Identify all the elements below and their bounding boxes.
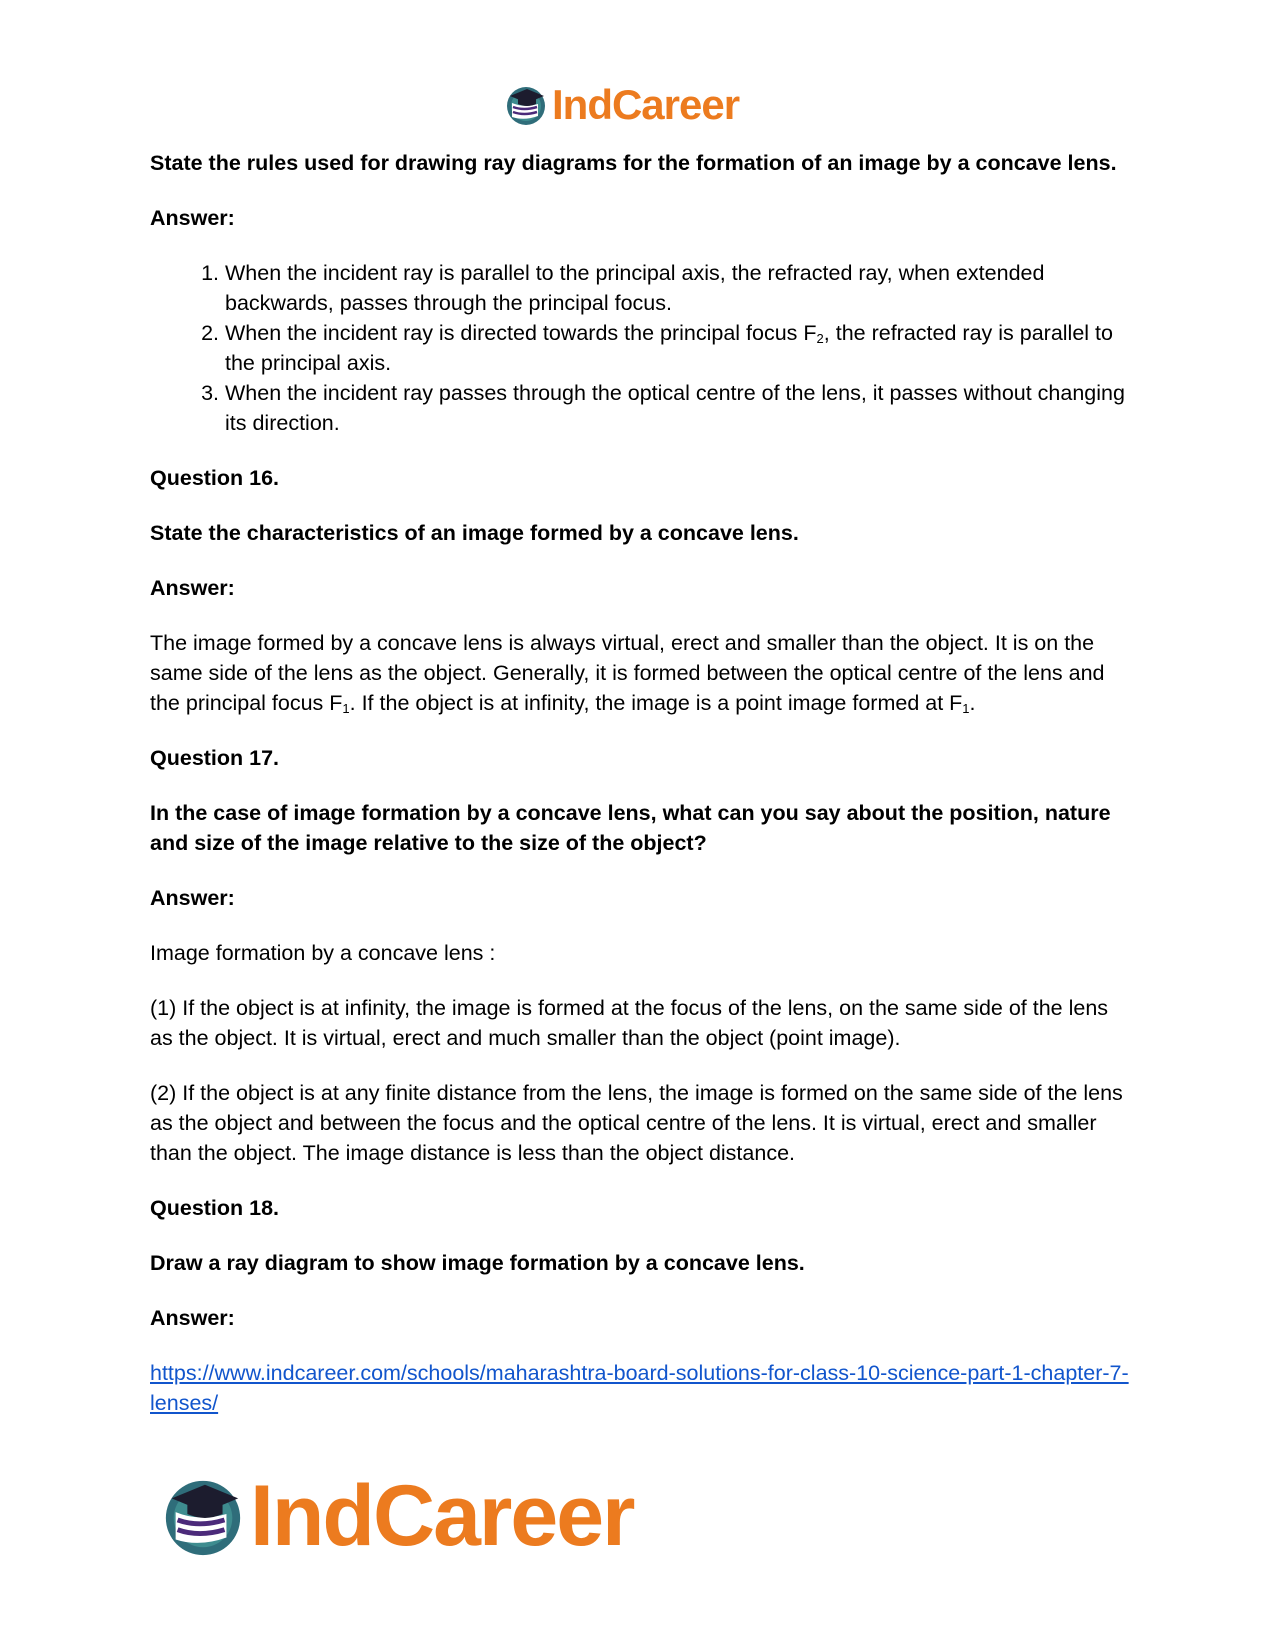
- question-16-label: Question 16.: [150, 466, 280, 490]
- question-17-label: Question 17.: [150, 746, 280, 770]
- list-item: 3. When the incident ray passes through the optical centre of the lens, it passes without changing its direction.: [225, 378, 1130, 438]
- source-link-paragraph: [150, 1358, 1130, 1418]
- answer-label: Answer:: [150, 576, 235, 600]
- list-item: 1. When the incident ray is parallel to the principal axis, the refracted ray, when extended backwards, passes through the principal focus.: [225, 258, 1130, 318]
- question-18-text: Draw a ray diagram to show image formation by a concave lens.: [150, 1251, 805, 1275]
- question-17-point-1: (1) If the object is at infinity, the image is formed at the focus of the lens, on the same side of the lens as the object. It is virtual, erect and much smaller than the object (point image).: [150, 996, 1109, 1050]
- question-17-text: In the case of image formation by a concave lens, what can you say about the position, nature and size of the image relative to the size of the object?: [150, 801, 1111, 855]
- answer-label: Answer:: [150, 206, 235, 230]
- brand-name: IndCareer: [250, 1467, 634, 1564]
- ray-rules-list: [150, 258, 1130, 438]
- question-17-intro: Image formation by a concave lens :: [150, 941, 496, 965]
- header-logo: [504, 80, 794, 130]
- answer-label: Answer:: [150, 1306, 235, 1330]
- list-item: 2. When the incident ray is directed towards the principal focus $F_2$, the refracted ray is parallel to the principal axis.: [225, 318, 1130, 378]
- subscript: 1: [962, 701, 970, 716]
- subscript: 1: [342, 701, 350, 716]
- document-body: [150, 148, 1130, 1443]
- footer-logo: [160, 1467, 720, 1564]
- question-15-text: State the rules used for drawing ray diagrams for the formation of an image by a concave lens.: [150, 151, 1117, 175]
- answer-label: Answer:: [150, 886, 235, 910]
- graduation-cap-icon: [160, 1473, 246, 1559]
- question-16-answer: The image formed by a concave lens is always virtual, erect and smaller than the object. It is on the same side of the lens as the object. Generally, it is formed between the optical centre of the lens and the principal focus $F_1$. If the object is at infinity, the image is a point image formed at $F_1$.: [150, 631, 1105, 716]
- graduation-cap-icon: [504, 83, 548, 127]
- source-link[interactable]: https://www.indcareer.com/schools/maharashtra-board-solutions-for-class-10-science-part-1-chapter-7-lenses/: [150, 1361, 1129, 1415]
- brand-name: IndCareer: [552, 81, 740, 128]
- question-17-point-2: (2) If the object is at any finite distance from the lens, the image is formed on the same side of the lens as the object and between the focus and the optical centre of the lens. It is virtual, erect and smaller than the object. The image distance is less than the object distance.: [150, 1081, 1123, 1165]
- subscript: 2: [816, 331, 824, 346]
- question-16-text: State the characteristics of an image formed by a concave lens.: [150, 521, 799, 545]
- question-18-label: Question 18.: [150, 1196, 280, 1220]
